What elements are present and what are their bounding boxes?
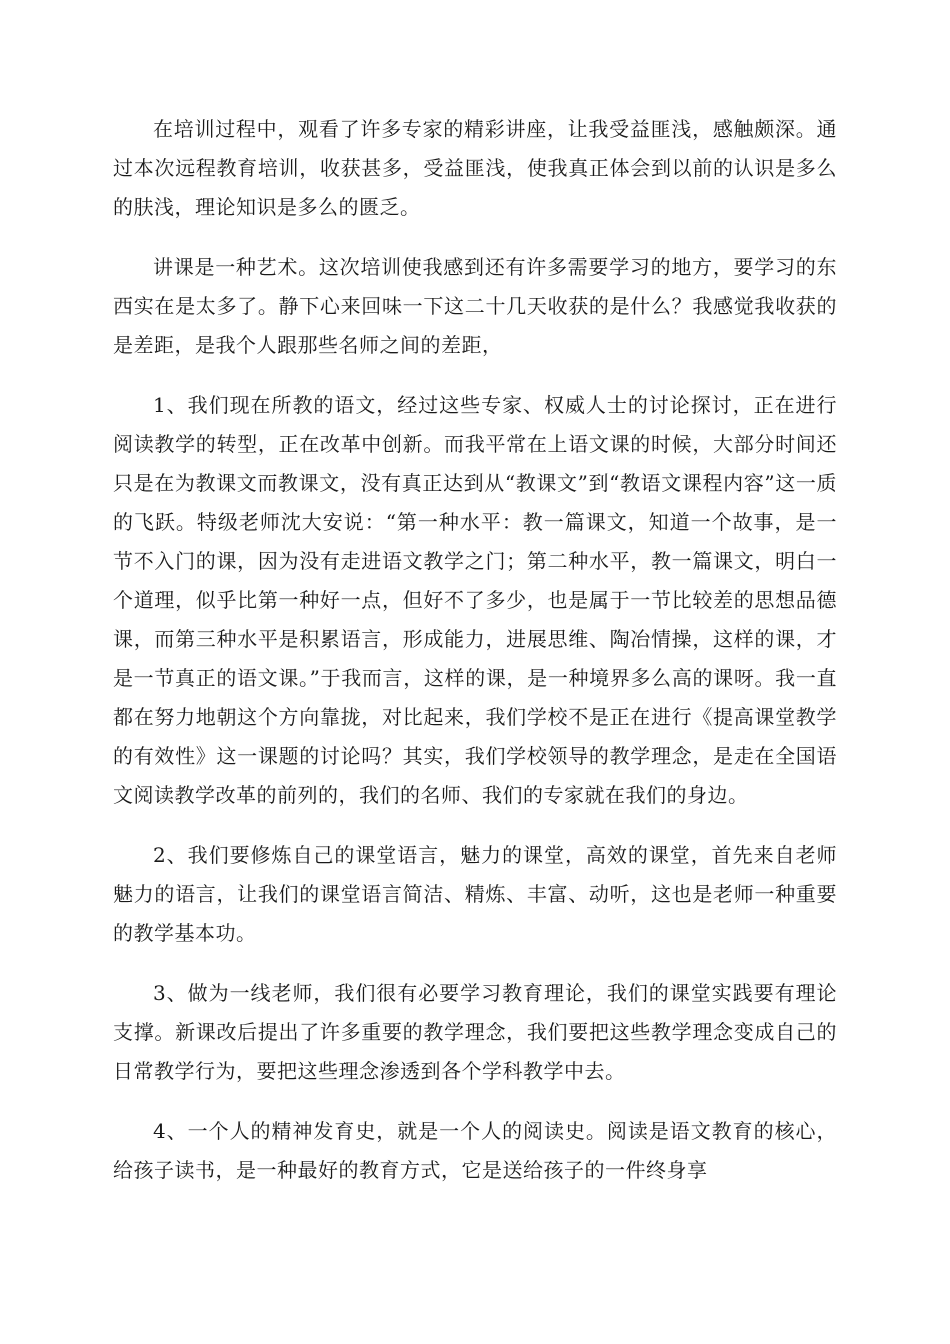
paragraph-point-3: 3、做为一线老师，我们很有必要学习教育理论，我们的课堂实践要有理论支撑。新课改后提出了许多重要的教学理念，我们要把这些教学理念变成自己的日常教学行为，要把这些理念渗透到各个学科教学中去。 xyxy=(113,981,837,1083)
document-body xyxy=(113,110,837,1211)
paragraph-point-1: 1、我们现在所教的语文，经过这些专家、权威人士的讨论探讨，正在进行阅读教学的转型，正在改革中创新。而我平常在上语文课的时候，大部分时间还只是在为教课文而教课文，没有真正达到从“教课文”到“教语文课程内容”这一质的飞跃。特级老师沈大安说：“第一种水平：教一篇课文，知道一个故事，是一节不入门的课，因为没有走进语文教学之门；第二种水平，教一篇课文，明白一个道理，似乎比第一种好一点，但好不了多少，也是属于一节比较差的思想品德课，而第三种水平是积累语言，形成能力，进展思维、陶冶情操，这样的课，才是一节真正的语文课。”于我而言，这样的课，是一种境界多么高的课呀。我一直都在努力地朝这个方向靠拢，对比起来，我们学校不是正在进行《提高课堂教学的有效性》这一课题的讨论吗？其实，我们学校领导的教学理念，是走在全国语文阅读教学改革的前列的，我们的名师、我们的专家就在我们的身边。 xyxy=(113,393,837,807)
paragraph-intro: 在培训过程中，观看了许多专家的精彩讲座，让我受益匪浅，感触颇深。通过本次远程教育培训，收获甚多，受益匪浅，使我真正体会到以前的认识是多么的肤浅，理论知识是多么的匮乏。 xyxy=(113,117,837,219)
paragraph-teaching-art: 讲课是一种艺术。这次培训使我感到还有许多需要学习的地方，要学习的东西实在是太多了。静下心来回味一下这二十几天收获的是什么？我感觉我收获的是差距，是我个人跟那些名师之间的差距， xyxy=(113,255,837,357)
paragraph-point-2: 2、我们要修炼自己的课堂语言，魅力的课堂，高效的课堂，首先来自老师魅力的语言，让我们的课堂语言简洁、精炼、丰富、动听，这也是老师一种重要的教学基本功。 xyxy=(113,843,837,945)
paragraph-point-4: 4、一个人的精神发育史，就是一个人的阅读史。阅读是语文教育的核心，给孩子读书，是一种最好的教育方式，它是送给孩子的一件终身享 xyxy=(113,1119,837,1182)
